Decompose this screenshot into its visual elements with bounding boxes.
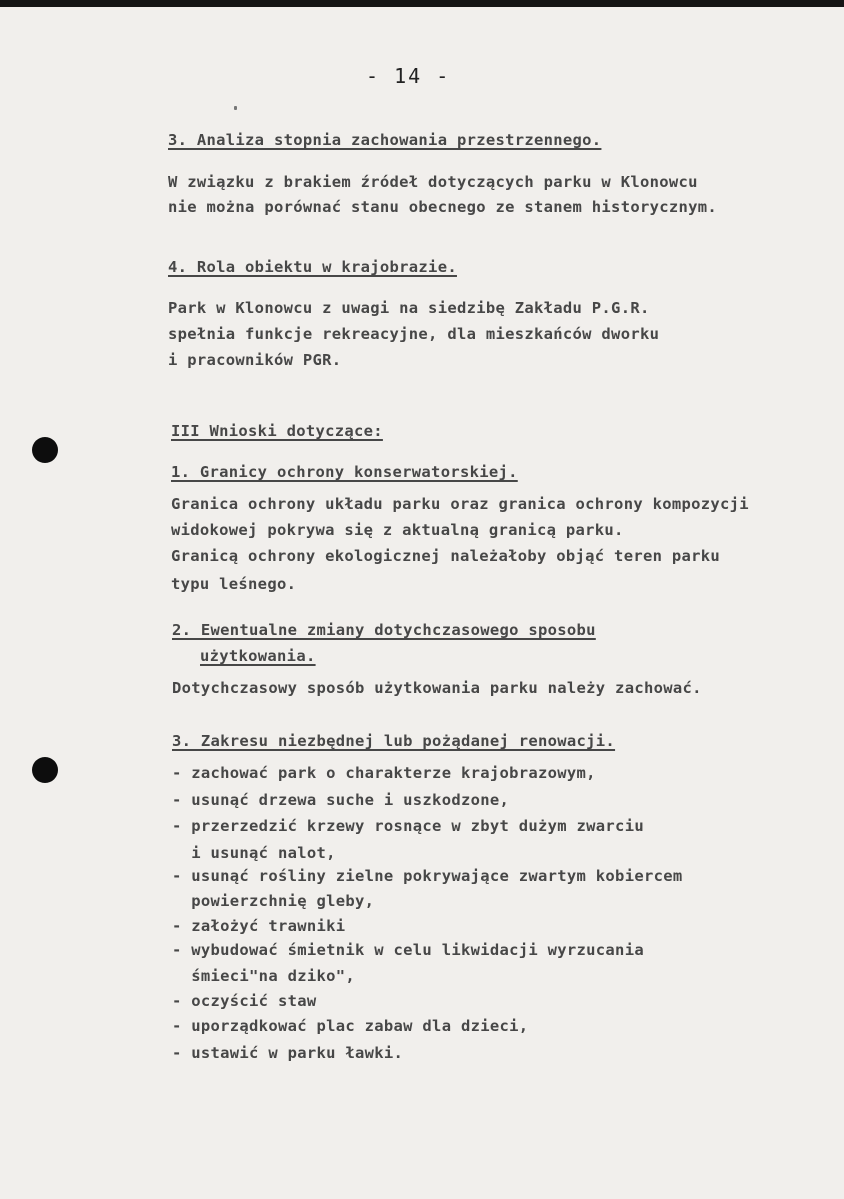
conclusion-1-line: widokowej pokrywa się z aktualną granicą parku. — [171, 521, 624, 539]
conclusion-1-line: Granica ochrony układu parku oraz granica ochrony kompozycji — [171, 495, 749, 513]
section-4-line: Park w Klonowcu z uwagi na siedzibę Zakładu P.G.R. — [168, 299, 650, 317]
conclusion-1-line: Granicą ochrony ekologicznej należałoby objąć teren parku — [171, 547, 721, 565]
conclusion-2-heading-continued: użytkowania. — [200, 647, 316, 665]
renovation-item: - zachować park o charakterze krajobrazowym, — [172, 764, 596, 782]
conclusion-1-line: typu leśnego. — [171, 575, 297, 593]
renovation-item: - uporządkować plac zabaw dla dzieci, — [172, 1017, 529, 1035]
renovation-item: powierzchnię gleby, — [172, 892, 375, 910]
section-4-line: spełnia funkcje rekreacyjne, dla mieszkańców dworku — [168, 325, 660, 343]
renovation-item: - założyć trawniki — [172, 917, 346, 935]
scan-top-edge — [0, 0, 844, 7]
renovation-item: - oczyścić staw — [172, 992, 317, 1010]
renovation-item: - przerzedzić krzewy rosnące w zbyt dużym zwarciu — [172, 817, 644, 835]
renovation-item: - ustawić w parku ławki. — [172, 1044, 404, 1062]
section-4-heading: 4. Rola obiektu w krajobrazie. — [168, 258, 457, 276]
conclusion-3-heading: 3. Zakresu niezbędnej lub pożądanej renowacji. — [172, 732, 616, 750]
page-number: - 14 - — [366, 64, 451, 88]
conclusion-2-line: Dotychczasowy sposób użytkowania parku należy zachować. — [172, 679, 702, 697]
part-3-heading: III Wnioski dotyczące: — [171, 422, 383, 440]
renovation-item: - usunąć drzewa suche i uszkodzone, — [172, 791, 510, 809]
conclusion-2-heading: 2. Ewentualne zmiany dotychczasowego sposobu — [172, 621, 596, 639]
renovation-item: i usunąć nalot, — [172, 844, 336, 862]
section-3-line: W związku z brakiem źródeł dotyczących parku w Klonowcu — [168, 173, 698, 191]
punch-hole-bottom — [32, 757, 58, 783]
renovation-item: - usunąć rośliny zielne pokrywające zwartym kobiercem — [172, 867, 683, 885]
renovation-item: - wybudować śmietnik w celu likwidacji wyrzucania — [172, 941, 644, 959]
conclusion-1-heading: 1. Granicy ochrony konserwatorskiej. — [171, 463, 518, 481]
section-3-heading: 3. Analiza stopnia zachowania przestrzennego. — [168, 131, 602, 149]
renovation-item: śmieci"na dziko", — [172, 967, 356, 985]
punch-hole-top — [32, 437, 58, 463]
section-3-line: nie można porównać stanu obecnego ze stanem historycznym. — [168, 198, 718, 216]
section-4-line: i pracowników PGR. — [168, 351, 342, 369]
stray-ink-mark — [234, 106, 237, 110]
